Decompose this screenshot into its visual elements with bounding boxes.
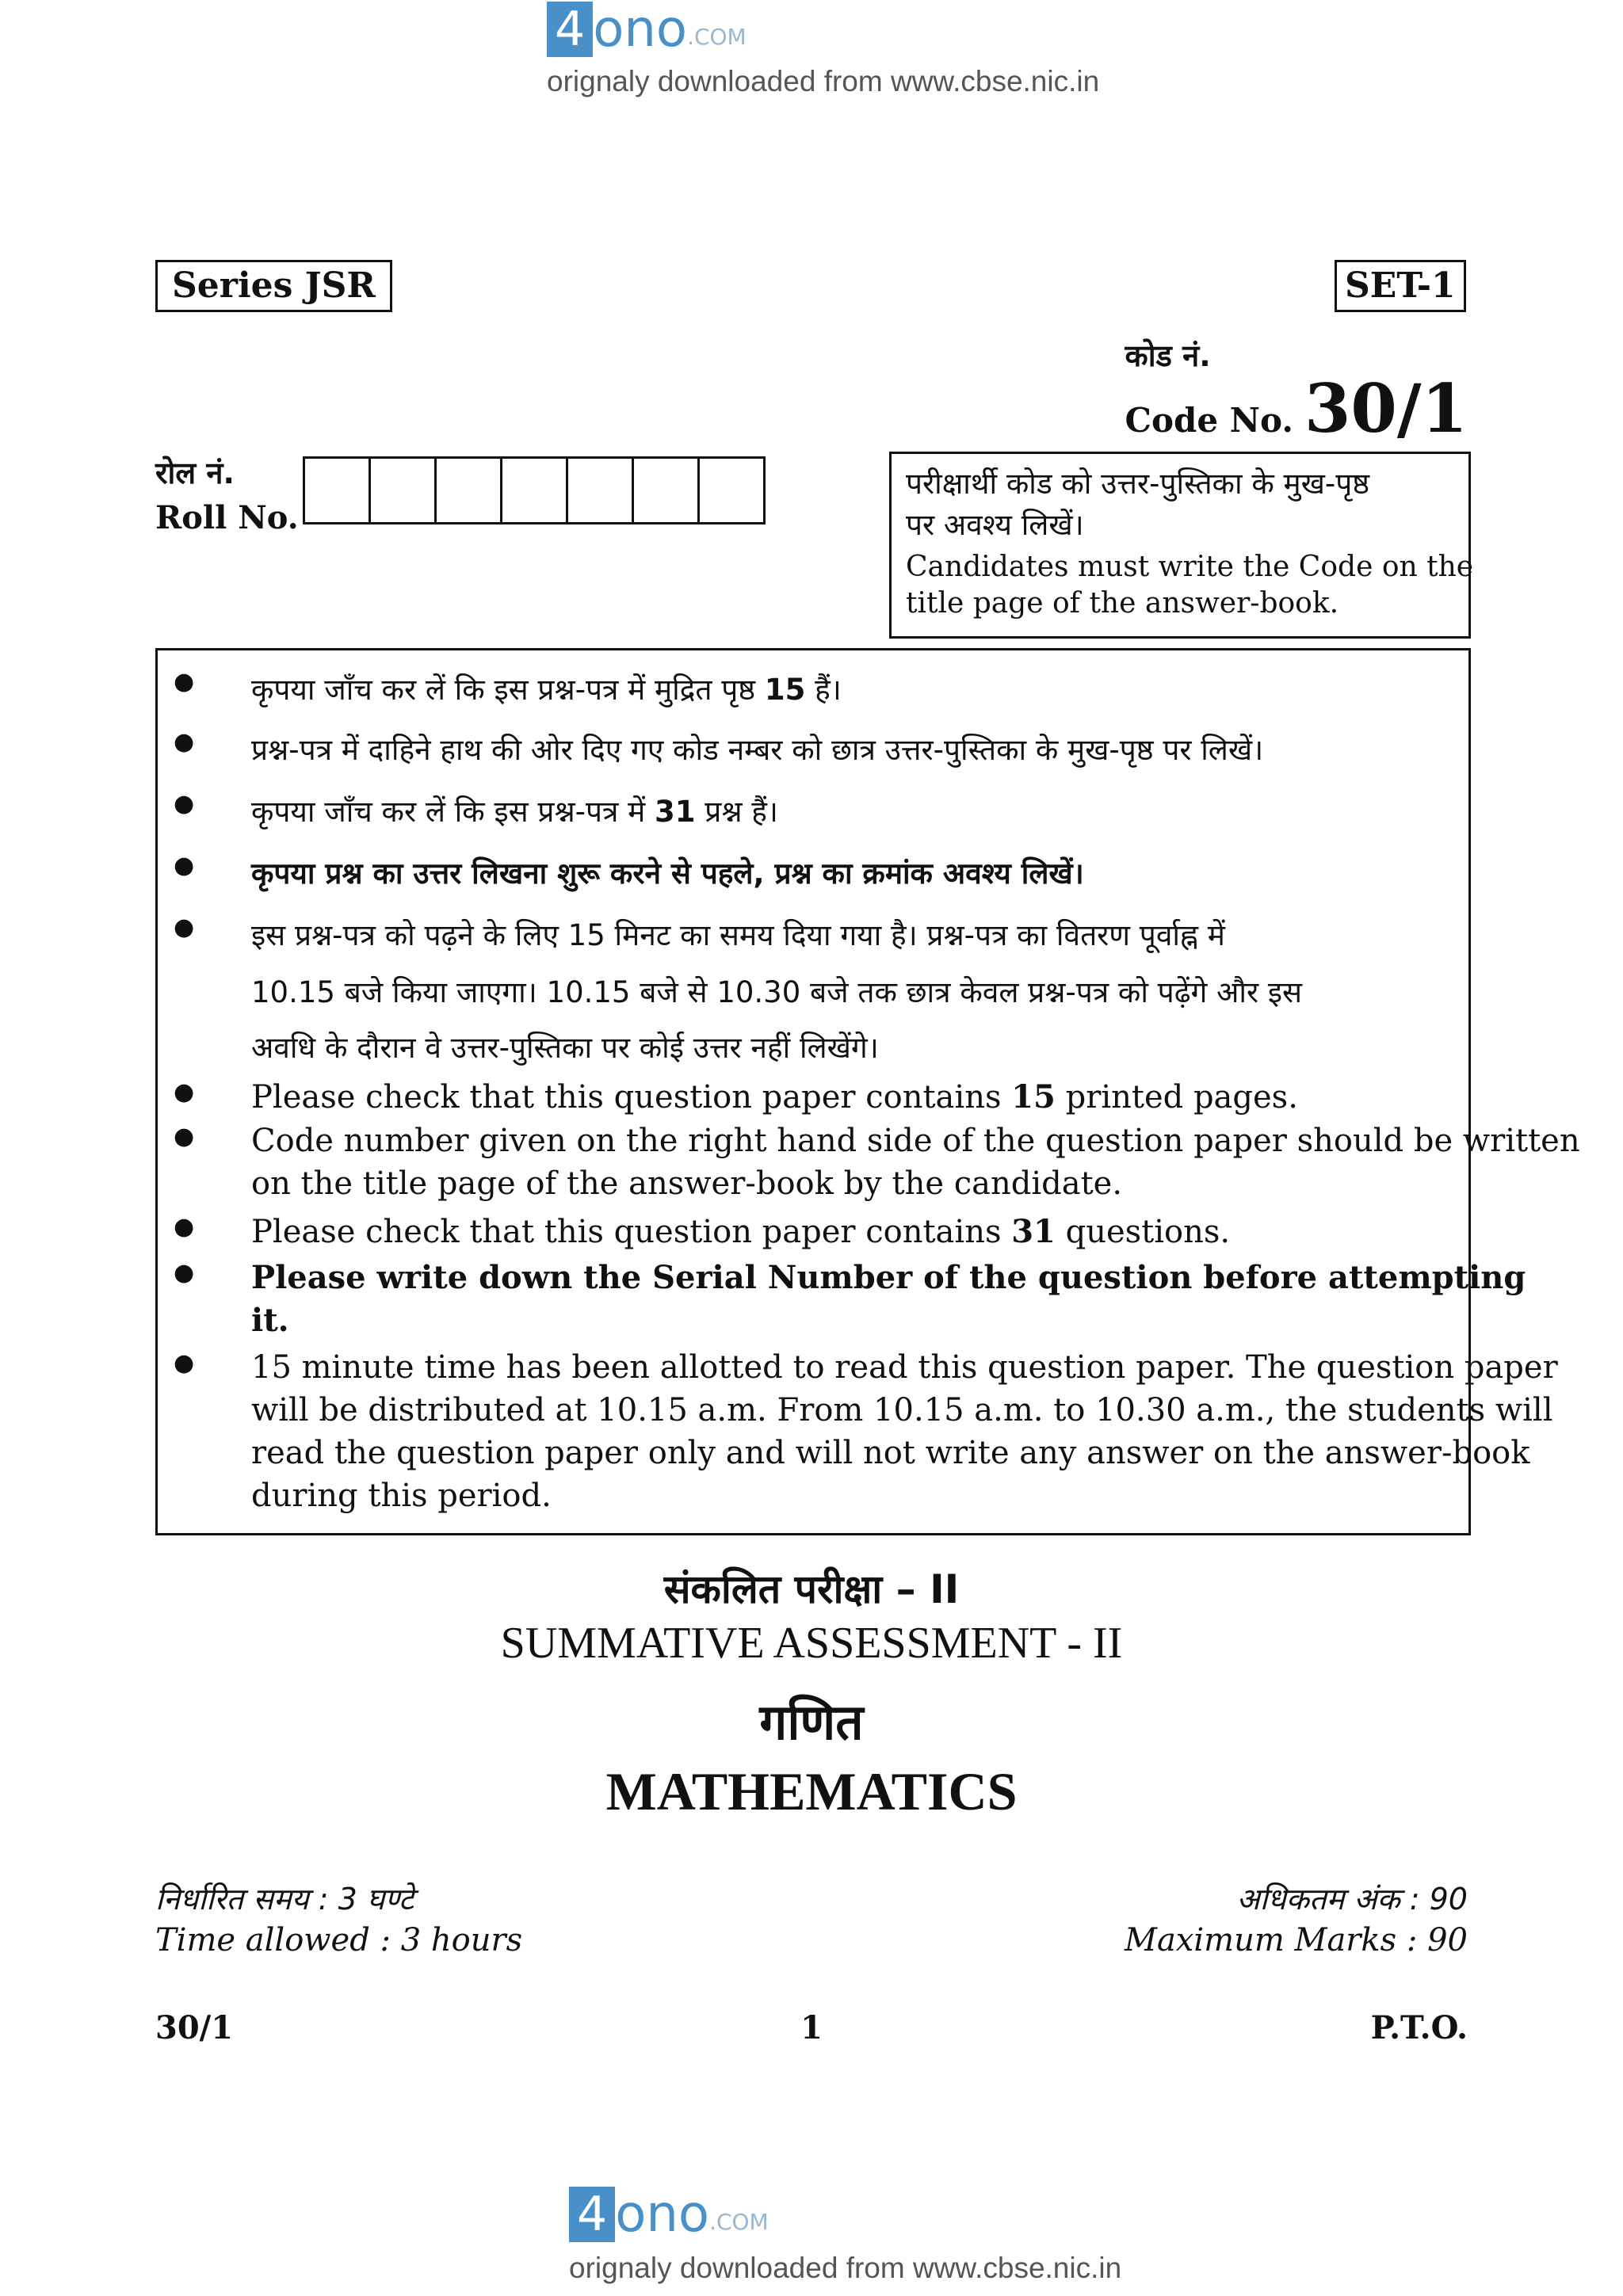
watermark-logo xyxy=(547,2,747,57)
roll-label: Roll No. xyxy=(155,499,299,536)
subject-title-english: MATHEMATICS xyxy=(605,1761,1018,1821)
roll-digit-box[interactable] xyxy=(634,459,700,522)
watermark-logo-text: ono xyxy=(593,0,688,59)
code-label-hindi: कोड नं. xyxy=(1125,338,1211,373)
candidate-note-box xyxy=(889,452,1474,639)
watermark-logo-com: .COM xyxy=(687,24,747,50)
roll-digit-box[interactable] xyxy=(305,459,371,522)
set-label: SET-1 xyxy=(1335,260,1466,312)
roll-digit-box[interactable] xyxy=(371,459,437,522)
watermark-bottom xyxy=(569,2185,1171,2296)
roll-digit-box[interactable] xyxy=(437,459,502,522)
instructions-box: ● कृपया जाँच कर लें कि इस प्रश्न-पत्र में मुद्रित पृष्ठ 15 हैं। ● प्रश्न-पत्र में दाहिने हाथ की ओर दिए गए कोड नम्बर को छात्र उत्तर-पुस्तिका के मुख-पृष्ठ पर लिखें। ● कृपया जाँच कर लें कि इस प्रश्न-पत्र में 31 प्रश्न हैं। ● कृपया प्रश्न का उत्तर लिखना शुरू करने से पहले, प्रश्न का क्रमांक अवश्य लिखें। ● इस प्रश्न-पत्र को पढ़ने के लिए 15 मिनट का समय दिया गया है। प्रश्न-पत्र का वितरण पूर्वाह्न में 10.15 बजे किया जाएगा। 10.15 बजे से 10.30 बजे तक छात्र केवल प्रश्न-पत्र को पढ़ेंगे और इस अवधि के दौरान वे उत्तर-पुस्तिका पर कोई उत्तर नहीं लिखेंगे। ● Please check that this question paper contains 15 printed pages. ● Code number given on the right hand side of the question paper should be written on the title page of the answer-book by the candidate. ● Please check that this question paper contains 31 questions. ● Please write down the Serial Number of the question before attempting it. ● 15 minute time has been allotted to read this question paper. The question paper will be distributed at 10.15 a.m. From 10.15 a.m. to 10.30 a.m., the students will read the question paper only and will not write any answer on the answer-book during this period. xyxy=(155,648,1471,1535)
exam-title-english: SUMMATIVE ASSESSMENT - II xyxy=(500,1619,1123,1668)
watermark-top xyxy=(547,0,1149,111)
watermark-logo-box: 4 xyxy=(569,2187,615,2242)
roll-digit-box[interactable] xyxy=(568,459,634,522)
watermark-logo xyxy=(569,2187,769,2242)
series-label: Series JSR xyxy=(155,260,392,312)
note-hindi-line-2: पर अवश्य लिखें। xyxy=(906,508,1084,542)
note-english-line-2: title page of the answer-book. xyxy=(906,587,1339,620)
roll-label-hindi: रोल नं. xyxy=(155,456,235,490)
watermark-logo-text: ono xyxy=(615,2185,710,2244)
exam-title-hindi: संकलित परीक्षा – II xyxy=(663,1566,960,1612)
watermark-logo-box: 4 xyxy=(547,2,593,57)
roll-digit-box[interactable] xyxy=(502,459,568,522)
watermark-source-text: orignaly downloaded from www.cbse.nic.in xyxy=(547,65,1100,97)
code-number-block xyxy=(1125,334,1468,448)
roll-number-grid[interactable] xyxy=(303,456,766,524)
code-value: 30/1 xyxy=(1304,369,1468,448)
code-label: Code No. xyxy=(1125,401,1293,440)
page-number: 1 xyxy=(800,2009,823,2046)
pto-label: P.T.O. xyxy=(1370,2009,1468,2046)
subject-title-hindi: गणित xyxy=(759,1693,864,1751)
watermark-logo-com: .COM xyxy=(709,2209,769,2235)
time-allowed: Time allowed : 3 hours xyxy=(155,1922,523,1958)
footer-code: 30/1 xyxy=(155,2009,234,2046)
roll-digit-box[interactable] xyxy=(700,459,763,522)
note-hindi-line-1: परीक्षार्थी कोड को उत्तर-पुस्तिका के मुख-पृष्ठ xyxy=(906,467,1370,501)
time-allowed-hindi: निर्धारित समय : 3 घण्टे xyxy=(155,1882,414,1917)
note-english-line-1: Candidates must write the Code on the xyxy=(906,551,1474,583)
max-marks: Maximum Marks : 90 xyxy=(1125,1922,1468,1958)
max-marks-hindi: अधिकतम अंक : 90 xyxy=(1236,1882,1468,1917)
watermark-source-text: orignaly downloaded from www.cbse.nic.in xyxy=(569,2252,1122,2284)
